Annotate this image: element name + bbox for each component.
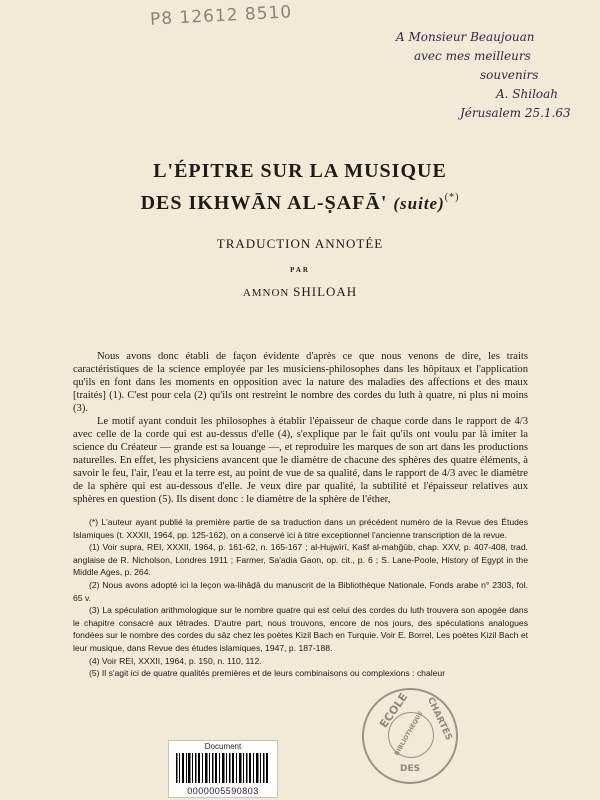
- dedication-date: Jérusalem 25.1.63: [460, 106, 571, 120]
- dedication-line: souvenirs: [480, 68, 539, 82]
- footnote: (1) Voir supra, REI, XXXII, 1964, p. 161-62, n. 165-167 ; al-Hujwīrī, Kašf al-maḥǧūb, chap. XXV, p. 407-408, trad. anglaise de R. Nicholson, Londres 1911 ; Farmer, Sa'adia Gaon, op. cit., p. 6 ; S. Lane-Poole, History of Egypt in the Middle Ages, p. 264.: [73, 542, 528, 578]
- footnote: (5) Il s'agit ici de quatre qualités premières et de leurs combinaisons ou complexions : chaleur: [89, 668, 446, 679]
- author-first-name: AMNON: [242, 287, 290, 299]
- dedication-line: A Monsieur Beaujouan: [396, 30, 535, 44]
- barcode-title: Document: [204, 742, 242, 751]
- dedication-signature: A. Shiloah: [496, 87, 559, 101]
- author-name: [0, 284, 600, 300]
- body-paragraph: Nous avons donc établi de façon évidente d'après ce que nous venons de dire, les traits caractéristiques de la science employée par les musiciens-philosophes dans les hôpitaux et l'application qu'ils en font dans les moments en opposition avec la nature des maladies des affections et des maux [traités] (1). C'est pour cela (2) qu'ils ont restreint le nombre des cordes du luth à quatre, ni plus ni moins (3).: [73, 351, 528, 414]
- library-stamp: [362, 688, 458, 784]
- footnote: (4) Voir REI, XXXII, 1964, p. 150, n. 110, 112.: [89, 655, 262, 666]
- article-subtitle: TRADUCTION ANNOTÉE: [216, 236, 384, 251]
- footnote-marker: (*): [444, 192, 460, 203]
- barcode-bars: [175, 753, 271, 783]
- stamp-text-top: ECOLE: [377, 690, 411, 731]
- barcode-number: 0000005590803: [187, 786, 259, 796]
- article-title-line2: [0, 192, 600, 215]
- footnotes: [73, 516, 528, 680]
- stamp-text-bottom: DES: [400, 764, 421, 774]
- byline-par: PAR: [290, 266, 310, 274]
- footnote: (2) Nous avons adopté ici la leçon wa-lihāḏā du manuscrit de la Bibliothèque Nationale, Fonds arabe n° 2303, fol. 65 v.: [73, 579, 528, 603]
- handwritten-shelfmark: P8 12612 8510: [149, 2, 293, 30]
- footnote: (*) L'auteur ayant publié la première partie de sa traduction dans un précédent numéro de la Revue des Études Islamiques (t. XXXII, 1964, pp. 125-162), on a conservé ici à titre exceptionnel l'ancienne transcription de la revue.: [73, 517, 528, 540]
- body-text: [73, 350, 528, 506]
- dedication-line: avec mes meilleurs: [414, 49, 531, 63]
- article-title-suite: (suite): [393, 194, 445, 213]
- article-title-main: DES IKHWĀN AL-ṢAFĀ': [140, 192, 388, 214]
- author-last-name: SHILOAH: [293, 284, 358, 299]
- body-paragraph: Le motif ayant conduit les philosophes à établir l'épaisseur de chaque corde dans le rapport de 4/3 avec celle de la corde qui est au-dessus d'elle (4), s'explique par le fait qu'ils ont voulu par là imiter la science du Créateur — grande est sa louange —, et reproduire les marques de son art dans les productions naturelles. En effet, les physiciens avancent que le diamètre de chacune des sphères des quatre éléments, à savoir le feu, l'air, l'eau et la terre est, au point de vue de sa qualité, dans le rapport de 4/3 avec le diamètre de la sphère qui est au-dessous d'elle. Je veux dire par qualité, la subtilité et l'épaisseur relatives aux sphères en question (5). Ils disent donc : le diamètre de la sphère de l'éther,: [73, 416, 528, 505]
- stamp-text-middle: BIBLIOTHÈQUE: [393, 710, 425, 757]
- article-title-line1: L'ÉPITRE SUR LA MUSIQUE: [153, 160, 447, 182]
- stamp-text-right: CHARTES: [424, 695, 454, 743]
- handwritten-dedication: [392, 28, 600, 123]
- barcode-label: [168, 740, 278, 798]
- footnote: (3) La spéculation arithmologique sur le nombre quatre qui est celui des cordes du luth trouvera son apogée dans le chapitre consacré aux tétrades. D'autre part, nous trouvons, encore de nos jours, des spéculations analogues fondées sur le nombre des cordes du sāz chez les poètes Kizil Bach en Turquie. Voir E. Borrel, Les poètes Kizil Bach et leur musique, dans Revue des études islamiques, 1947, p. 187-188.: [73, 605, 528, 653]
